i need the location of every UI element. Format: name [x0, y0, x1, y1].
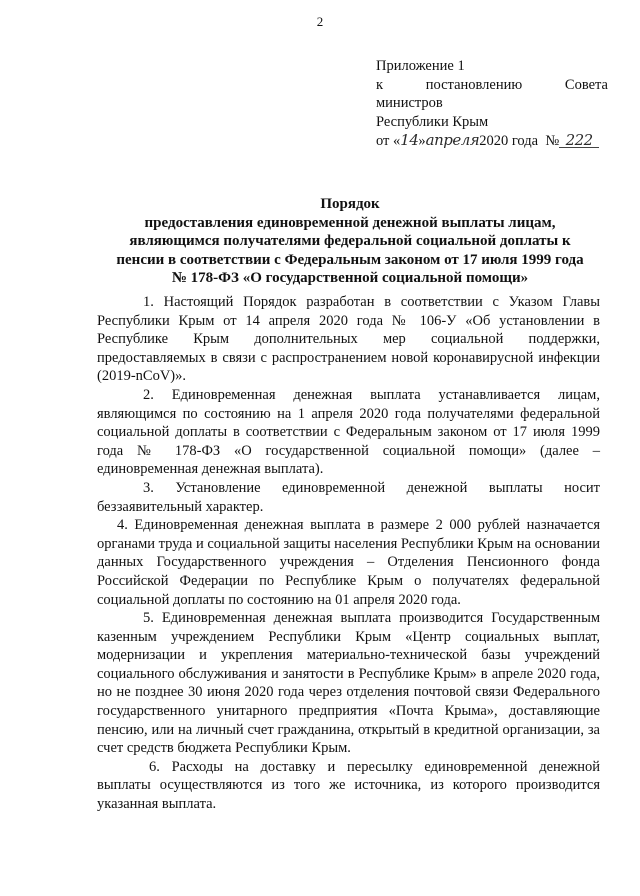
number-sign: № — [545, 133, 560, 149]
title-line-1: Порядок — [320, 196, 380, 212]
paragraph-6: 6. Расходы на доставку и пересылку единовременной денежной выплаты осуществляются из того же источника, из которого производится указанная выплата. — [97, 758, 600, 813]
paragraph-4: 4. Единовременная денежная выплата в размере 2 000 рублей назначается органами труда и социальной защиты населения Республики Крым на основании данных Государственного учреждения – Отделения Пенсионного фонда Российской Федерации по Республике Крым о получателях федеральной социальной доплаты по состоянию на 01 апреля 2020 года. — [97, 517, 600, 608]
document-body — [97, 293, 600, 814]
handwritten-number: 222 — [559, 133, 599, 148]
appendix-line-ministers: министров — [376, 95, 443, 111]
paragraph-1: 1. Настоящий Порядок разработан в соответствии с Указом Главы Республики Крым от 14 апреля 2020 года № 106-У «Об установлении в Республике Крым дополнительных мер социальной поддержки, предоставляемых в связи с распространением новой коронавирусной инфекции (2019-nCoV)». — [97, 294, 600, 385]
paragraph-3: 3. Установление единовременной денежной выплаты носит беззаявительный характер. — [97, 479, 600, 515]
title-line-3: являющимся получателями федеральной социальной доплаты к — [129, 233, 571, 250]
appendix-resolution-word: постановлению — [425, 76, 523, 93]
page-number: 2 — [316, 14, 324, 29]
appendix-header — [376, 57, 608, 151]
appendix-council-word: Совета — [564, 76, 608, 93]
title-line-4: пенсии в соответствии с Федеральным законом от 17 июля 1999 года — [116, 251, 584, 268]
title-line-2: предоставления единовременной денежной выплаты лицам, — [144, 214, 556, 231]
appendix-k-word: к — [376, 76, 384, 93]
paragraph-5: 5. Единовременная денежная выплата производится Государственным казенным учреждением Республики Крым «Центр социальных выплат, модернизации и укрепления материально-технической базы учреждений социального обслуживания и занятости в Республике Крым» в апреле 2020 года, но не позднее 30 июня 2020 года через отделения почтовой связи Федерального государственного унитарного предприятия «Почта Крыма», доставляющие пенсию, или на личный счет гражданина, открытый в кредитной организации, за счет средств бюджета Республики Крым. — [97, 610, 600, 757]
appendix-line-title: Приложение 1 — [376, 58, 465, 74]
date-prefix: от « — [376, 133, 401, 149]
appendix-date-line — [376, 131, 608, 151]
title-line-5: № 178-ФЗ «О государственной социальной помощи» — [171, 270, 529, 287]
handwritten-month: апреля — [425, 131, 480, 149]
appendix-line-republic: Республики Крым — [376, 113, 489, 130]
date-close-quote: » — [418, 133, 426, 149]
handwritten-day: 14 — [400, 131, 419, 149]
paragraph-2: 2. Единовременная денежная выплата устанавливается лицам, являющимся по состоянию на 1 апреля 2020 года получателями федеральной социальной доплаты в соответствии с Федеральным законом от 17 июля 1999 года № 178-ФЗ «О государственной социальной помощи» (далее – единовременная денежная выплата). — [97, 386, 600, 478]
document-title — [80, 195, 620, 288]
appendix-line-resolution — [376, 76, 608, 95]
date-year: 2020 года — [479, 133, 539, 149]
